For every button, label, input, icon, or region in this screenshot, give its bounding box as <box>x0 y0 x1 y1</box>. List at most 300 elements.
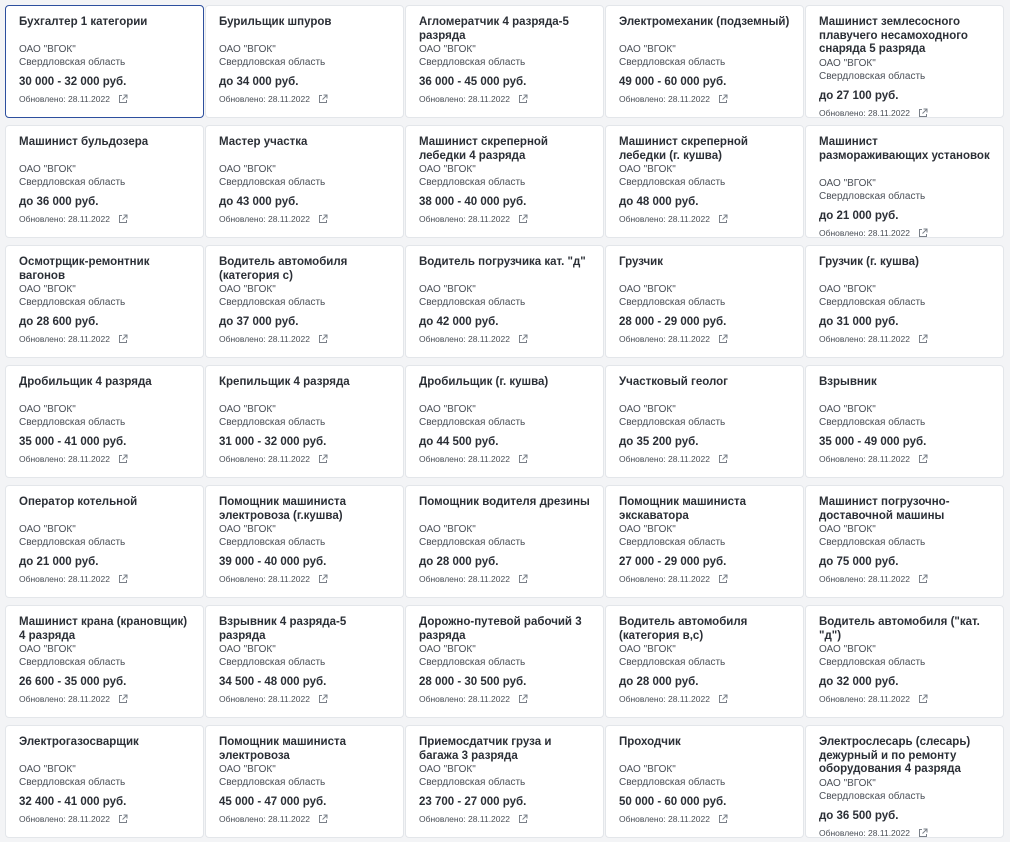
external-link-icon[interactable] <box>718 94 728 104</box>
updated-date: Обновлено: 28.11.2022 <box>819 574 910 584</box>
vacancy-title[interactable]: Электромеханик (подземный) <box>619 16 790 28</box>
vacancy-meta <box>419 164 593 225</box>
updated-row <box>219 213 393 225</box>
company-name: ОАО "ВГОК" <box>819 644 876 655</box>
salary: до 28 000 руб. <box>619 676 699 688</box>
region-name: Свердловская область <box>819 190 926 202</box>
region-name: Свердловская область <box>219 296 326 308</box>
vacancy-card[interactable] <box>805 5 1004 118</box>
salary: до 28 000 руб. <box>419 556 499 568</box>
updated-row <box>819 453 993 465</box>
updated-row <box>819 827 993 838</box>
updated-date: Обновлено: 28.11.2022 <box>19 454 110 464</box>
updated-date: Обновлено: 28.11.2022 <box>219 814 310 824</box>
company-name: ОАО "ВГОК" <box>419 524 476 535</box>
vacancy-title[interactable]: Водитель автомобиля (категория с) <box>219 256 348 282</box>
vacancy-meta <box>419 644 593 705</box>
salary: до 34 000 руб. <box>219 76 299 88</box>
updated-date: Обновлено: 28.11.2022 <box>419 694 510 704</box>
company-name: ОАО "ВГОК" <box>819 284 876 295</box>
salary: 31 000 - 32 000 руб. <box>219 436 327 448</box>
salary: 50 000 - 60 000 руб. <box>619 796 727 808</box>
region-name: Свердловская область <box>619 536 726 548</box>
updated-row <box>619 213 793 225</box>
region-name: Свердловская область <box>219 536 326 548</box>
salary: 49 000 - 60 000 руб. <box>619 76 727 88</box>
salary: 27 000 - 29 000 руб. <box>619 556 727 568</box>
salary: до 75 000 руб. <box>819 556 899 568</box>
updated-date: Обновлено: 28.11.2022 <box>619 574 710 584</box>
updated-row <box>819 107 993 118</box>
company-name: ОАО "ВГОК" <box>819 404 876 415</box>
external-link-icon[interactable] <box>918 574 928 584</box>
vacancy-meta <box>19 524 193 585</box>
vacancy-title[interactable]: Помощник машиниста экскаватора <box>619 496 747 522</box>
updated-date: Обновлено: 28.11.2022 <box>619 694 710 704</box>
external-link-icon[interactable] <box>318 94 328 104</box>
external-link-icon[interactable] <box>718 694 728 704</box>
updated-date: Обновлено: 28.11.2022 <box>19 94 110 104</box>
vacancy-meta <box>219 644 393 705</box>
company-name: ОАО "ВГОК" <box>819 778 876 789</box>
salary: до 28 600 руб. <box>19 316 99 328</box>
external-link-icon[interactable] <box>318 454 328 464</box>
updated-date: Обновлено: 28.11.2022 <box>619 814 710 824</box>
vacancy-title[interactable]: Бухгалтер 1 категории <box>19 16 148 28</box>
external-link-icon[interactable] <box>318 574 328 584</box>
vacancy-card[interactable] <box>405 5 604 118</box>
region-name: Свердловская область <box>819 790 926 802</box>
updated-row <box>219 573 393 585</box>
updated-row <box>19 813 193 825</box>
vacancy-card[interactable] <box>5 245 204 358</box>
external-link-icon[interactable] <box>518 334 528 344</box>
vacancy-meta <box>819 58 993 118</box>
vacancy-title[interactable]: Крепильщик 4 разряда <box>219 376 350 388</box>
region-name: Свердловская область <box>419 776 526 788</box>
salary: 23 700 - 27 000 руб. <box>419 796 527 808</box>
region-name: Свердловская область <box>819 536 926 548</box>
vacancy-title[interactable]: Помощник машиниста электровоза <box>219 736 347 762</box>
external-link-icon[interactable] <box>318 694 328 704</box>
vacancy-title[interactable]: Осмотрщик-ремонтник вагонов <box>19 256 150 282</box>
vacancy-title[interactable]: Проходчик <box>619 736 681 748</box>
updated-date: Обновлено: 28.11.2022 <box>19 214 110 224</box>
updated-row <box>619 333 793 345</box>
vacancy-title[interactable]: Бурильщик шпуров <box>219 16 332 28</box>
region-name: Свердловская область <box>19 656 126 668</box>
salary: до 37 000 руб. <box>219 316 299 328</box>
region-name: Свердловская область <box>419 296 526 308</box>
updated-date: Обновлено: 28.11.2022 <box>619 454 710 464</box>
vacancy-card[interactable] <box>605 5 804 118</box>
region-name: Свердловская область <box>619 776 726 788</box>
region-name: Свердловская область <box>619 296 726 308</box>
region-name: Свердловская область <box>419 176 526 188</box>
external-link-icon[interactable] <box>318 814 328 824</box>
vacancy-card[interactable] <box>605 605 804 718</box>
external-link-icon[interactable] <box>518 454 528 464</box>
vacancy-title[interactable]: Мастер участка <box>219 136 308 148</box>
vacancy-meta <box>419 284 593 345</box>
vacancy-meta <box>619 524 793 585</box>
vacancy-title[interactable]: Дробильщик (г. кушва) <box>419 376 549 388</box>
external-link-icon[interactable] <box>718 334 728 344</box>
region-name: Свердловская область <box>619 56 726 68</box>
vacancy-card[interactable] <box>405 125 604 238</box>
updated-date: Обновлено: 28.11.2022 <box>219 574 310 584</box>
region-name: Свердловская область <box>419 656 526 668</box>
external-link-icon[interactable] <box>118 334 128 344</box>
vacancy-title[interactable]: Оператор котельной <box>19 496 138 508</box>
vacancy-meta <box>19 644 193 705</box>
external-link-icon[interactable] <box>118 214 128 224</box>
updated-date: Обновлено: 28.11.2022 <box>219 694 310 704</box>
updated-row <box>819 693 993 705</box>
company-name: ОАО "ВГОК" <box>219 644 276 655</box>
vacancy-meta <box>419 764 593 825</box>
vacancy-title[interactable]: Приемосдатчик груза и багажа 3 разряда <box>419 736 552 762</box>
external-link-icon[interactable] <box>318 214 328 224</box>
updated-date: Обновлено: 28.11.2022 <box>819 228 910 238</box>
region-name: Свердловская область <box>619 416 726 428</box>
salary: 38 000 - 40 000 руб. <box>419 196 527 208</box>
vacancy-title[interactable]: Дорожно-путевой рабочий 3 разряда <box>419 616 582 642</box>
vacancy-meta <box>19 764 193 825</box>
updated-date: Обновлено: 28.11.2022 <box>419 334 510 344</box>
salary: до 32 000 руб. <box>819 676 899 688</box>
updated-row <box>19 213 193 225</box>
vacancy-meta <box>819 644 993 705</box>
company-name: ОАО "ВГОК" <box>819 524 876 535</box>
vacancy-card[interactable] <box>805 485 1004 598</box>
salary: до 21 000 руб. <box>19 556 99 568</box>
vacancy-card[interactable] <box>205 365 404 478</box>
updated-date: Обновлено: 28.11.2022 <box>819 334 910 344</box>
vacancy-meta <box>219 404 393 465</box>
updated-date: Обновлено: 28.11.2022 <box>819 694 910 704</box>
updated-row <box>619 573 793 585</box>
company-name: ОАО "ВГОК" <box>19 284 76 295</box>
updated-row <box>619 453 793 465</box>
region-name: Свердловская область <box>19 536 126 548</box>
external-link-icon[interactable] <box>918 694 928 704</box>
external-link-icon[interactable] <box>718 574 728 584</box>
vacancy-meta <box>219 524 393 585</box>
vacancy-title[interactable]: Машинист землесосного плавучего несамоходного снаряда 5 разряда <box>819 16 968 55</box>
updated-row <box>19 93 193 105</box>
company-name: ОАО "ВГОК" <box>419 644 476 655</box>
updated-row <box>419 333 593 345</box>
vacancy-meta <box>619 404 793 465</box>
vacancy-meta <box>619 284 793 345</box>
updated-date: Обновлено: 28.11.2022 <box>419 574 510 584</box>
vacancy-title[interactable]: Машинист крана (крановщик) 4 разряда <box>19 616 188 642</box>
salary: 30 000 - 32 000 руб. <box>19 76 127 88</box>
salary: до 35 200 руб. <box>619 436 699 448</box>
vacancy-meta <box>19 404 193 465</box>
updated-date: Обновлено: 28.11.2022 <box>819 828 910 838</box>
company-name: ОАО "ВГОК" <box>619 164 676 175</box>
company-name: ОАО "ВГОК" <box>19 524 76 535</box>
region-name: Свердловская область <box>619 656 726 668</box>
external-link-icon[interactable] <box>518 574 528 584</box>
salary: до 21 000 руб. <box>819 210 899 222</box>
company-name: ОАО "ВГОК" <box>219 284 276 295</box>
vacancy-card[interactable] <box>5 605 204 718</box>
region-name: Свердловская область <box>19 56 126 68</box>
external-link-icon[interactable] <box>318 334 328 344</box>
salary: 45 000 - 47 000 руб. <box>219 796 327 808</box>
external-link-icon[interactable] <box>718 454 728 464</box>
updated-row <box>819 333 993 345</box>
vacancy-card[interactable] <box>205 245 404 358</box>
updated-date: Обновлено: 28.11.2022 <box>19 574 110 584</box>
external-link-icon[interactable] <box>718 814 728 824</box>
vacancy-card[interactable] <box>605 245 804 358</box>
updated-row <box>419 693 593 705</box>
salary: 34 500 - 48 000 руб. <box>219 676 327 688</box>
company-name: ОАО "ВГОК" <box>619 284 676 295</box>
region-name: Свердловская область <box>819 70 926 82</box>
salary: 39 000 - 40 000 руб. <box>219 556 327 568</box>
vacancy-card[interactable] <box>805 365 1004 478</box>
vacancy-title[interactable]: Водитель автомобиля ("кат. "д") <box>819 616 980 642</box>
vacancy-meta <box>619 644 793 705</box>
updated-date: Обновлено: 28.11.2022 <box>419 214 510 224</box>
company-name: ОАО "ВГОК" <box>19 164 76 175</box>
external-link-icon[interactable] <box>918 228 928 238</box>
updated-date: Обновлено: 28.11.2022 <box>19 334 110 344</box>
updated-date: Обновлено: 28.11.2022 <box>419 94 510 104</box>
vacancy-card[interactable] <box>5 365 204 478</box>
updated-row <box>219 93 393 105</box>
external-link-icon[interactable] <box>918 108 928 118</box>
region-name: Свердловская область <box>219 56 326 68</box>
updated-date: Обновлено: 28.11.2022 <box>19 694 110 704</box>
vacancy-card[interactable] <box>405 485 604 598</box>
vacancy-title[interactable]: Водитель автомобиля (категория в,с) <box>619 616 748 642</box>
vacancy-title[interactable]: Электрогазосварщик <box>19 736 139 748</box>
updated-row <box>419 93 593 105</box>
updated-row <box>819 573 993 585</box>
vacancy-title[interactable]: Помощник машиниста электровоза (г.кушва) <box>219 496 347 522</box>
region-name: Свердловская область <box>819 656 926 668</box>
vacancy-card[interactable] <box>805 605 1004 718</box>
salary: 28 000 - 30 500 руб. <box>419 676 527 688</box>
vacancy-title[interactable]: Водитель погрузчика кат. "д" <box>419 256 586 268</box>
external-link-icon[interactable] <box>518 94 528 104</box>
vacancy-card[interactable] <box>5 5 204 118</box>
updated-row <box>819 227 993 238</box>
external-link-icon[interactable] <box>118 454 128 464</box>
vacancy-card[interactable] <box>205 725 404 838</box>
company-name: ОАО "ВГОК" <box>419 404 476 415</box>
region-name: Свердловская область <box>819 296 926 308</box>
company-name: ОАО "ВГОК" <box>419 44 476 55</box>
vacancy-card[interactable] <box>605 485 804 598</box>
company-name: ОАО "ВГОК" <box>819 58 876 69</box>
updated-row <box>19 573 193 585</box>
external-link-icon[interactable] <box>518 214 528 224</box>
salary: 32 400 - 41 000 руб. <box>19 796 127 808</box>
external-link-icon[interactable] <box>118 94 128 104</box>
external-link-icon[interactable] <box>118 814 128 824</box>
salary: 35 000 - 41 000 руб. <box>19 436 127 448</box>
vacancy-card[interactable] <box>605 125 804 238</box>
vacancy-title[interactable]: Помощник водителя дрезины <box>419 496 590 508</box>
vacancy-meta <box>219 284 393 345</box>
region-name: Свердловская область <box>419 536 526 548</box>
company-name: ОАО "ВГОК" <box>219 764 276 775</box>
region-name: Свердловская область <box>619 176 726 188</box>
company-name: ОАО "ВГОК" <box>19 644 76 655</box>
updated-row <box>419 453 593 465</box>
region-name: Свердловская область <box>419 416 526 428</box>
external-link-icon[interactable] <box>918 828 928 838</box>
updated-date: Обновлено: 28.11.2022 <box>619 334 710 344</box>
region-name: Свердловская область <box>19 296 126 308</box>
external-link-icon[interactable] <box>918 454 928 464</box>
salary: до 43 000 руб. <box>219 196 299 208</box>
company-name: ОАО "ВГОК" <box>219 164 276 175</box>
vacancy-meta <box>19 284 193 345</box>
updated-row <box>619 813 793 825</box>
vacancy-card[interactable] <box>205 125 404 238</box>
vacancy-card[interactable] <box>805 125 1004 238</box>
updated-row <box>419 573 593 585</box>
vacancy-card[interactable] <box>605 725 804 838</box>
vacancy-card[interactable] <box>205 485 404 598</box>
vacancy-meta <box>19 44 193 105</box>
salary: до 36 000 руб. <box>19 196 99 208</box>
updated-date: Обновлено: 28.11.2022 <box>819 454 910 464</box>
updated-row <box>19 453 193 465</box>
region-name: Свердловская область <box>819 416 926 428</box>
vacancy-title[interactable]: Электрослесарь (слесарь) дежурный и по ремонту оборудования 4 разряда <box>819 736 971 775</box>
vacancy-meta <box>619 44 793 105</box>
updated-row <box>419 813 593 825</box>
vacancy-card[interactable] <box>205 605 404 718</box>
vacancy-card[interactable] <box>405 605 604 718</box>
company-name: ОАО "ВГОК" <box>819 178 876 189</box>
vacancy-meta <box>219 44 393 105</box>
salary: 26 600 - 35 000 руб. <box>19 676 127 688</box>
company-name: ОАО "ВГОК" <box>19 764 76 775</box>
updated-date: Обновлено: 28.11.2022 <box>219 334 310 344</box>
updated-date: Обновлено: 28.11.2022 <box>619 214 710 224</box>
external-link-icon[interactable] <box>118 574 128 584</box>
vacancy-card[interactable] <box>405 365 604 478</box>
vacancy-meta <box>619 764 793 825</box>
external-link-icon[interactable] <box>518 694 528 704</box>
vacancy-meta <box>819 778 993 838</box>
external-link-icon[interactable] <box>518 814 528 824</box>
vacancy-meta <box>819 284 993 345</box>
vacancy-title[interactable]: Машинист погрузочно-доставочной машины <box>819 496 950 522</box>
external-link-icon[interactable] <box>718 214 728 224</box>
external-link-icon[interactable] <box>118 694 128 704</box>
vacancy-title[interactable]: Машинист скреперной лебедки 4 разряда <box>419 136 548 162</box>
company-name: ОАО "ВГОК" <box>619 404 676 415</box>
company-name: ОАО "ВГОК" <box>219 404 276 415</box>
vacancy-card[interactable] <box>405 725 604 838</box>
vacancy-meta <box>19 164 193 225</box>
vacancy-meta <box>619 164 793 225</box>
vacancy-card[interactable] <box>5 485 204 598</box>
company-name: ОАО "ВГОК" <box>419 764 476 775</box>
vacancy-meta <box>419 44 593 105</box>
vacancy-card[interactable] <box>805 725 1004 838</box>
updated-row <box>619 693 793 705</box>
vacancy-card[interactable] <box>605 365 804 478</box>
vacancy-meta <box>419 524 593 585</box>
vacancy-card[interactable] <box>5 125 204 238</box>
vacancy-title[interactable]: Машинист бульдозера <box>19 136 149 148</box>
company-name: ОАО "ВГОК" <box>619 44 676 55</box>
salary: 36 000 - 45 000 руб. <box>419 76 527 88</box>
company-name: ОАО "ВГОК" <box>419 164 476 175</box>
vacancy-title[interactable]: Взрывник 4 разряда-5 разряда <box>219 616 347 642</box>
updated-row <box>19 333 193 345</box>
region-name: Свердловская область <box>419 56 526 68</box>
vacancy-title[interactable]: Машинист скреперной лебедки (г. кушва) <box>619 136 748 162</box>
region-name: Свердловская область <box>19 416 126 428</box>
vacancy-title[interactable]: Участковый геолог <box>619 376 728 388</box>
salary: до 42 000 руб. <box>419 316 499 328</box>
company-name: ОАО "ВГОК" <box>19 44 76 55</box>
company-name: ОАО "ВГОК" <box>19 404 76 415</box>
updated-row <box>19 693 193 705</box>
external-link-icon[interactable] <box>918 334 928 344</box>
vacancy-meta <box>819 404 993 465</box>
region-name: Свердловская область <box>219 416 326 428</box>
vacancy-card[interactable] <box>205 5 404 118</box>
vacancy-title[interactable]: Машинист размораживающих установок <box>819 136 990 162</box>
updated-date: Обновлено: 28.11.2022 <box>219 214 310 224</box>
salary: 35 000 - 49 000 руб. <box>819 436 927 448</box>
vacancy-card[interactable] <box>805 245 1004 358</box>
vacancy-card[interactable] <box>405 245 604 358</box>
vacancy-title[interactable]: Агломератчик 4 разряда-5 разряда <box>419 16 569 42</box>
salary: до 27 100 руб. <box>819 90 899 102</box>
updated-row <box>419 213 593 225</box>
vacancy-meta <box>219 164 393 225</box>
vacancy-title[interactable]: Дробильщик 4 разряда <box>19 376 152 388</box>
region-name: Свердловская область <box>19 176 126 188</box>
salary: до 36 500 руб. <box>819 810 899 822</box>
salary: до 44 500 руб. <box>419 436 499 448</box>
company-name: ОАО "ВГОК" <box>619 644 676 655</box>
vacancy-card[interactable] <box>5 725 204 838</box>
salary: до 48 000 руб. <box>619 196 699 208</box>
updated-date: Обновлено: 28.11.2022 <box>419 814 510 824</box>
salary: 28 000 - 29 000 руб. <box>619 316 727 328</box>
salary: до 31 000 руб. <box>819 316 899 328</box>
region-name: Свердловская область <box>19 776 126 788</box>
company-name: ОАО "ВГОК" <box>219 44 276 55</box>
vacancy-title[interactable]: Взрывник <box>819 376 877 388</box>
vacancy-meta <box>819 178 993 238</box>
region-name: Свердловская область <box>219 656 326 668</box>
vacancy-meta <box>819 524 993 585</box>
vacancy-title[interactable]: Грузчик <box>619 256 663 268</box>
updated-row <box>619 93 793 105</box>
vacancy-meta <box>419 404 593 465</box>
vacancy-title[interactable]: Грузчик (г. кушва) <box>819 256 919 268</box>
updated-row <box>219 453 393 465</box>
company-name: ОАО "ВГОК" <box>419 284 476 295</box>
